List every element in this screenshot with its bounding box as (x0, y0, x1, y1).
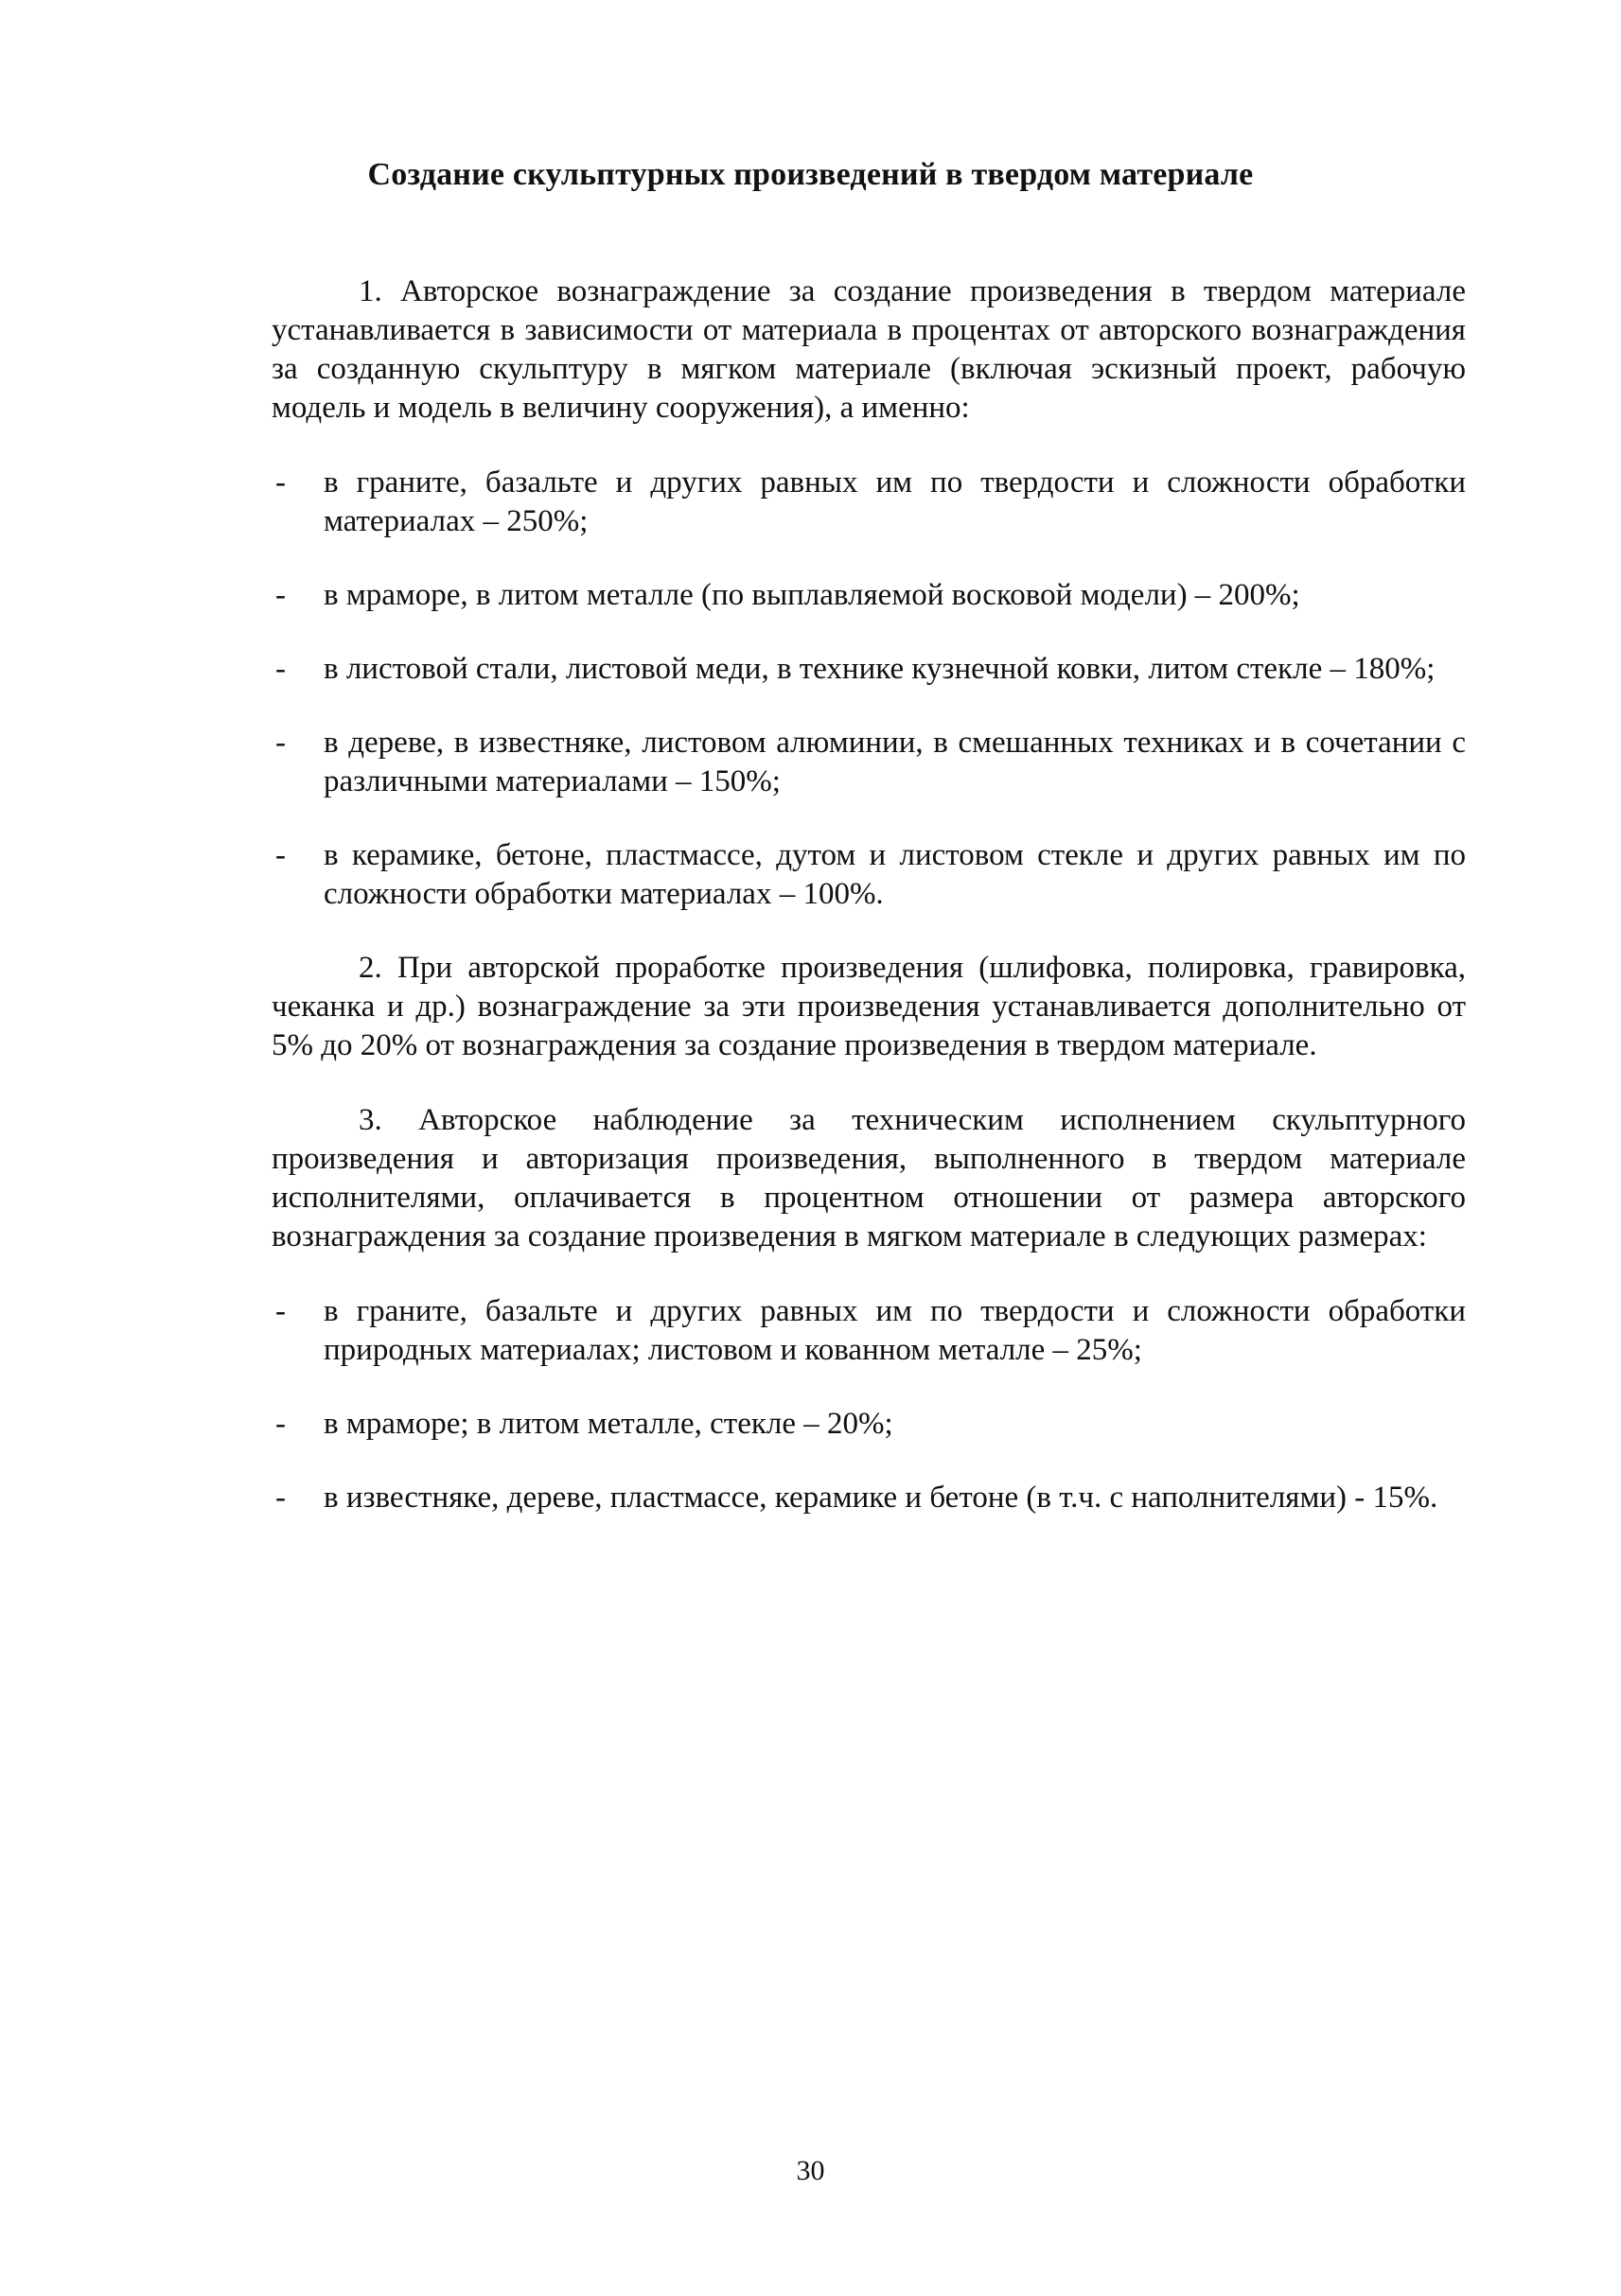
dash-bullet: - (275, 726, 286, 760)
list-item-text: в керамике, бетоне, пластмассе, дутом и листовом стекле и других равных им по сложности обработки материалах – 100%. (324, 838, 1466, 911)
dash-bullet: - (275, 465, 286, 500)
list-item-text: в граните, базальте и других равных им по твердости и сложности обработки материалах – 250%; (324, 465, 1466, 538)
paragraph-2: 2. При авторской проработке произведения (шлифовка, полировка, гравировка, чеканка и др.) вознаграждение за эти произведения устанавливается дополнительно от 5% до 20% от вознаграждения за создание произведения в твердом материале. (272, 951, 1466, 1062)
list-item (272, 576, 1466, 615)
dash-bullet: - (275, 1294, 286, 1328)
list-item-text: в мраморе, в литом металле (по выплавляемой восковой модели) – 200%; (324, 578, 1300, 612)
page-number: 30 (796, 2155, 825, 2186)
list-item (272, 464, 1466, 541)
dash-bullet: - (275, 1481, 286, 1515)
list-item (272, 1405, 1466, 1444)
list-item-text: в листовой стали, листовой меди, в технике кузнечной ковки, литом стекле – 180%; (324, 652, 1436, 686)
list-item (272, 1479, 1466, 1517)
list-item-text: в граните, базальте и других равных им по твердости и сложности обработки природных материалах; листовом и кованном металле – 25%; (324, 1294, 1466, 1367)
document-body (272, 272, 1466, 1552)
dash-bullet: - (275, 652, 286, 686)
document-title: Создание скульптурных произведений в твердом материале (367, 157, 1254, 192)
list-item-text: в дереве, в известняке, листовом алюминии, в смешанных техниках и в сочетании с различными материалами – 150%; (324, 726, 1466, 798)
list-item-text: в известняке, дереве, пластмассе, керамике и бетоне (в т.ч. с наполнителями) - 15%. (324, 1481, 1438, 1515)
list-item (272, 1292, 1466, 1370)
dash-bullet: - (275, 838, 286, 872)
material-rates-list (272, 464, 1466, 914)
supervision-rates-list (272, 1292, 1466, 1517)
list-item (272, 724, 1466, 801)
paragraph-1: 1. Авторское вознаграждение за создание произведения в твердом материале устанавливается в зависимости от материала в процентах от авторского вознаграждения за созданную скульптуру в мягком материале (включая эскизный проект, рабочую модель и модель в величину сооружения), а именно: (272, 274, 1466, 425)
list-item-text: в мраморе; в литом металле, стекле – 20%; (324, 1407, 893, 1441)
list-item (272, 836, 1466, 914)
list-item (272, 650, 1466, 689)
dash-bullet: - (275, 1407, 286, 1441)
dash-bullet: - (275, 578, 286, 612)
paragraph-3: 3. Авторское наблюдение за техническим исполнением скульптурного произведения и авторизация произведения, выполненного в твердом материале исполнителями, оплачивается в процентном отношении от размера авторского вознаграждения за создание произведения в мягком материале в следующих размерах: (272, 1103, 1466, 1253)
